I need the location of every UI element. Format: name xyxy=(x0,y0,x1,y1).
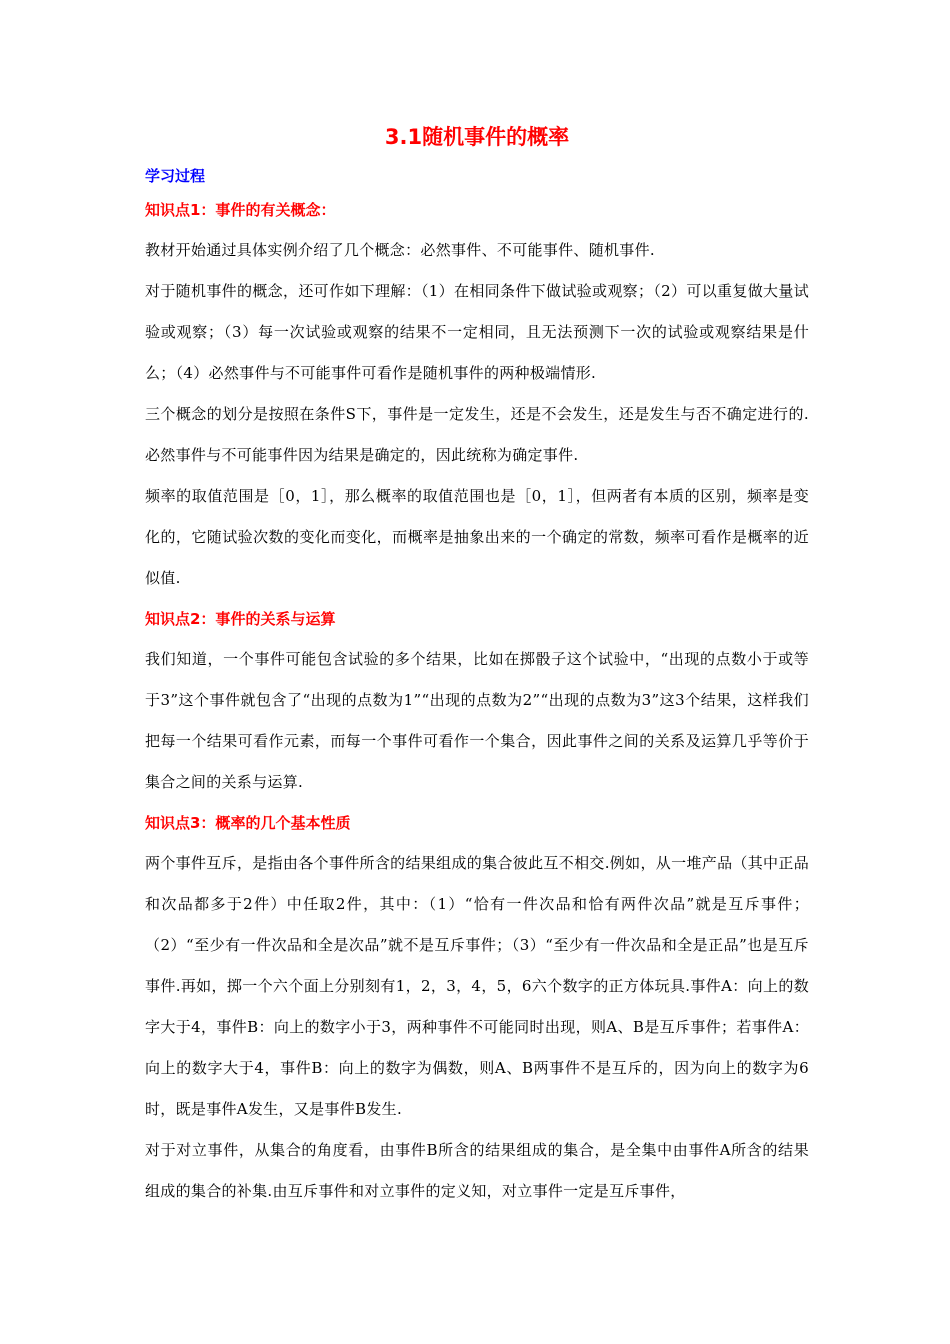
knowledge-point-1-heading: 知识点1：事件的有关概念： xyxy=(145,201,336,219)
kp3-paragraph-2: 对于对立事件，从集合的角度看，由事件B所含的结果组成的集合，是全集中由事件A所含的结果组成的集合的补集.由互斥事件和对立事件的定义知，对立事件一定是互斥事件， xyxy=(145,1141,809,1200)
knowledge-point-3-heading: 知识点3：概率的几个基本性质 xyxy=(145,814,351,832)
kp1-paragraph-4: 频率的取值范围是［0，1］，那么概率的取值范围也是［0，1］，但两者有本质的区别，频率是变化的，它随试验次数的变化而变化，而概率是抽象出来的一个确定的常数，频率可看作是概率的近似值. xyxy=(145,487,809,587)
document-page xyxy=(145,120,809,1212)
page-title: 3.1随机事件的概率 xyxy=(384,125,570,149)
kp2-paragraph-1: 我们知道，一个事件可能包含试验的多个结果，比如在掷骰子这个试验中，“出现的点数小于或等于3”这个事件就包含了“出现的点数为1”“出现的点数为2”“出现的点数为3”这3个结果，这样我们把每一个结果可看作元素，而每一个事件可看作一个集合，因此事件之间的关系及运算几乎等价于集合之间的关系与运算. xyxy=(145,650,809,791)
kp1-paragraph-3: 三个概念的划分是按照在条件S下，事件是一定发生，还是不会发生，还是发生与否不确定进行的.必然事件与不可能事件因为结果是确定的，因此统称为确定事件. xyxy=(145,405,809,464)
kp1-paragraph-1: 教材开始通过具体实例介绍了几个概念：必然事件、不可能事件、随机事件. xyxy=(145,241,655,259)
knowledge-point-2-heading: 知识点2：事件的关系与运算 xyxy=(145,610,336,628)
kp1-paragraph-2: 对于随机事件的概念，还可作如下理解：（1）在相同条件下做试验或观察；（2）可以重复做大量试验或观察；（3）每一次试验或观察的结果不一定相同，且无法预测下一次的试验或观察结果是什么；（4）必然事件与不可能事件可看作是随机事件的两种极端情形. xyxy=(145,282,809,382)
section-heading: 学习过程 xyxy=(145,167,206,185)
kp3-paragraph-1: 两个事件互斥，是指由各个事件所含的结果组成的集合彼此互不相交.例如，从一堆产品（其中正品和次品都多于2件）中任取2件，其中：（1）“恰有一件次品和恰有两件次品”就是互斥事件；（2）“至少有一件次品和全是次品”就不是互斥事件；（3）“至少有一件次品和全是正品”也是互斥事件.再如，掷一个六个面上分别刻有1，2，3，4，5，6六个数字的正方体玩具.事件A：向上的数字大于4，事件B：向上的数字小于3，两种事件不可能同时出现，则A、B是互斥事件；若事件A：向上的数字大于4，事件B：向上的数字为偶数，则A、B两事件不是互斥的，因为向上的数字为6时，既是事件A发生，又是事件B发生. xyxy=(145,854,809,1118)
